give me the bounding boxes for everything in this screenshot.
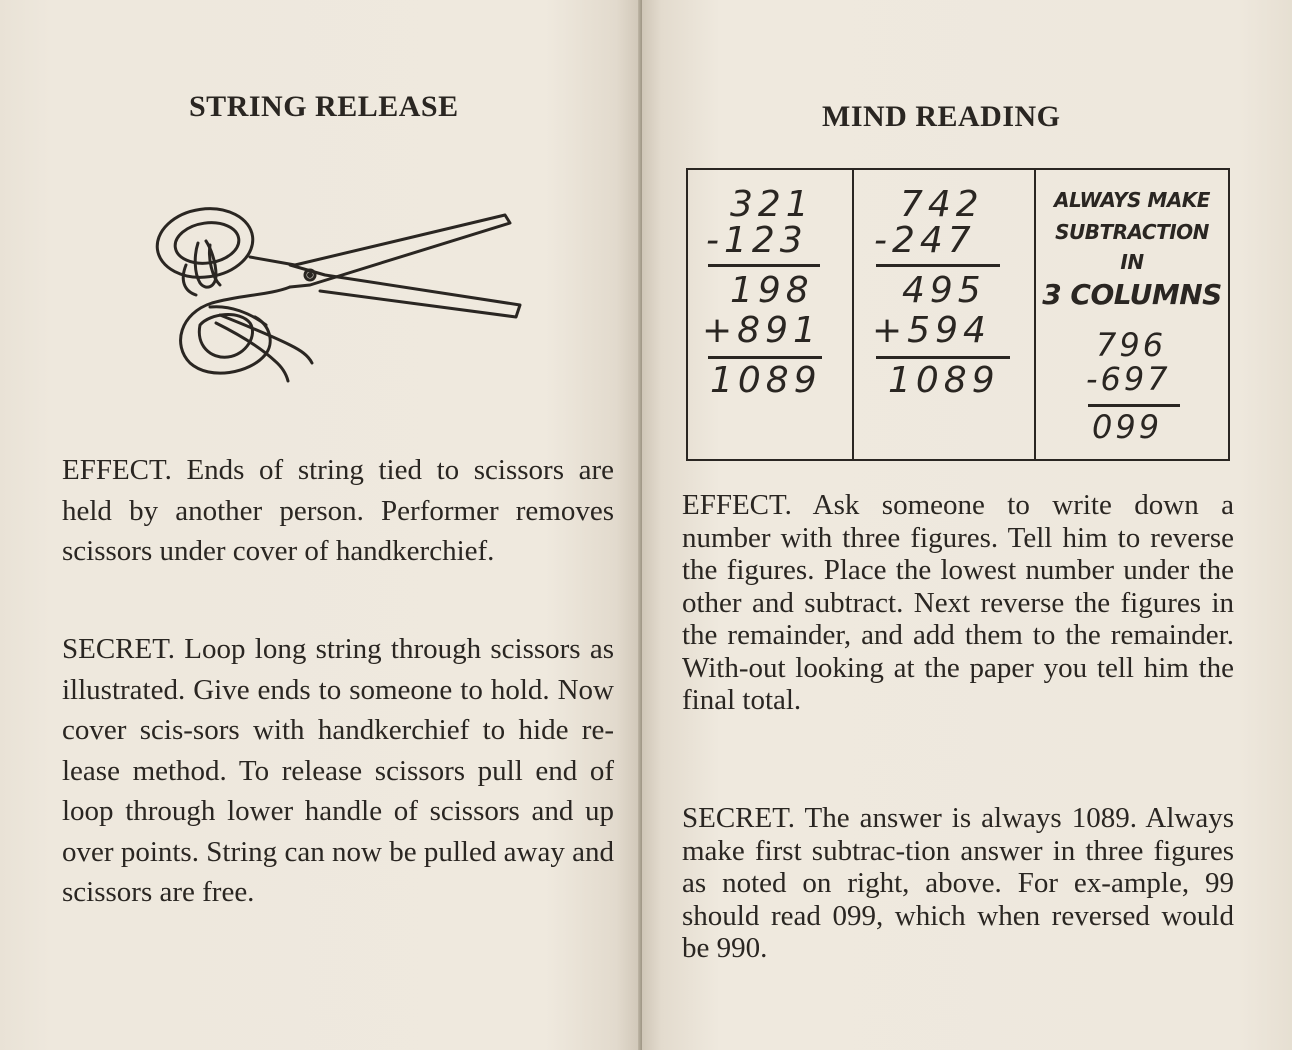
mind-reading-effect: EFFECT. Ask someone to write down a number with three figures. Tell him to reverse the figures. Place the lowest number under the other and subtract. Next reverse the figures in the remainder, and add them to the remainder. With-out looking at the paper you tell him the final total. — [682, 489, 1234, 716]
string-release-secret: SECRET. Loop long string through scissors as illustrated. Give ends to someone to hold. Now cover scis-sors with handkerchief to hide re-lease method. To release scissors pull end of loop through lower handle of scissors and up over points. String can now be pulled away and scissors are free. — [62, 633, 614, 908]
col1-number: 321 — [730, 184, 814, 225]
col2-sum-line — [876, 356, 1010, 359]
example-column-3 — [1036, 170, 1228, 459]
scissors-with-string-illustration — [150, 195, 530, 395]
col2-number: -247 — [874, 220, 976, 261]
col3-note-line: SUBTRACTION — [1055, 220, 1209, 244]
col3-number: -697 — [1086, 360, 1171, 398]
col1-sum-line — [708, 264, 820, 267]
col1-number: 198 — [730, 270, 814, 311]
col2-number: 742 — [900, 184, 984, 225]
col1-sum-line — [708, 356, 822, 359]
col3-note-line: IN — [1120, 250, 1144, 274]
mind-reading-title: MIND READING — [822, 100, 1061, 133]
subtraction-example-table — [686, 168, 1230, 461]
col3-note-line: 3 COLUMNS — [1042, 278, 1222, 311]
left-page — [0, 0, 642, 1050]
col3-number: 099 — [1092, 408, 1163, 446]
col3-sum-line — [1088, 404, 1180, 407]
string-release-title: STRING RELEASE — [189, 90, 459, 123]
example-column-1 — [688, 170, 854, 459]
col2-number: +594 — [872, 310, 991, 351]
mind-reading-secret: SECRET. The answer is always 1089. Always make first subtrac-tion answer in three figures as noted on right, above. For ex-ample, 99 should read 099, which when reversed would be 990. — [682, 802, 1234, 964]
col3-number: 796 — [1096, 326, 1167, 364]
col1-number: +891 — [702, 310, 821, 351]
col1-number: -123 — [706, 220, 808, 261]
right-page — [642, 0, 1292, 1050]
col1-number: 1089 — [710, 360, 822, 401]
example-column-2 — [854, 170, 1036, 459]
col2-sum-line — [876, 264, 1000, 267]
string-release-effect: EFFECT. Ends of string tied to scissors are held by another person. Performer removes scissors under cover of handkerchief. — [62, 454, 614, 567]
col2-number: 1089 — [888, 360, 1000, 401]
col3-note-line: ALWAYS MAKE — [1054, 188, 1210, 212]
col2-number: 495 — [902, 270, 986, 311]
